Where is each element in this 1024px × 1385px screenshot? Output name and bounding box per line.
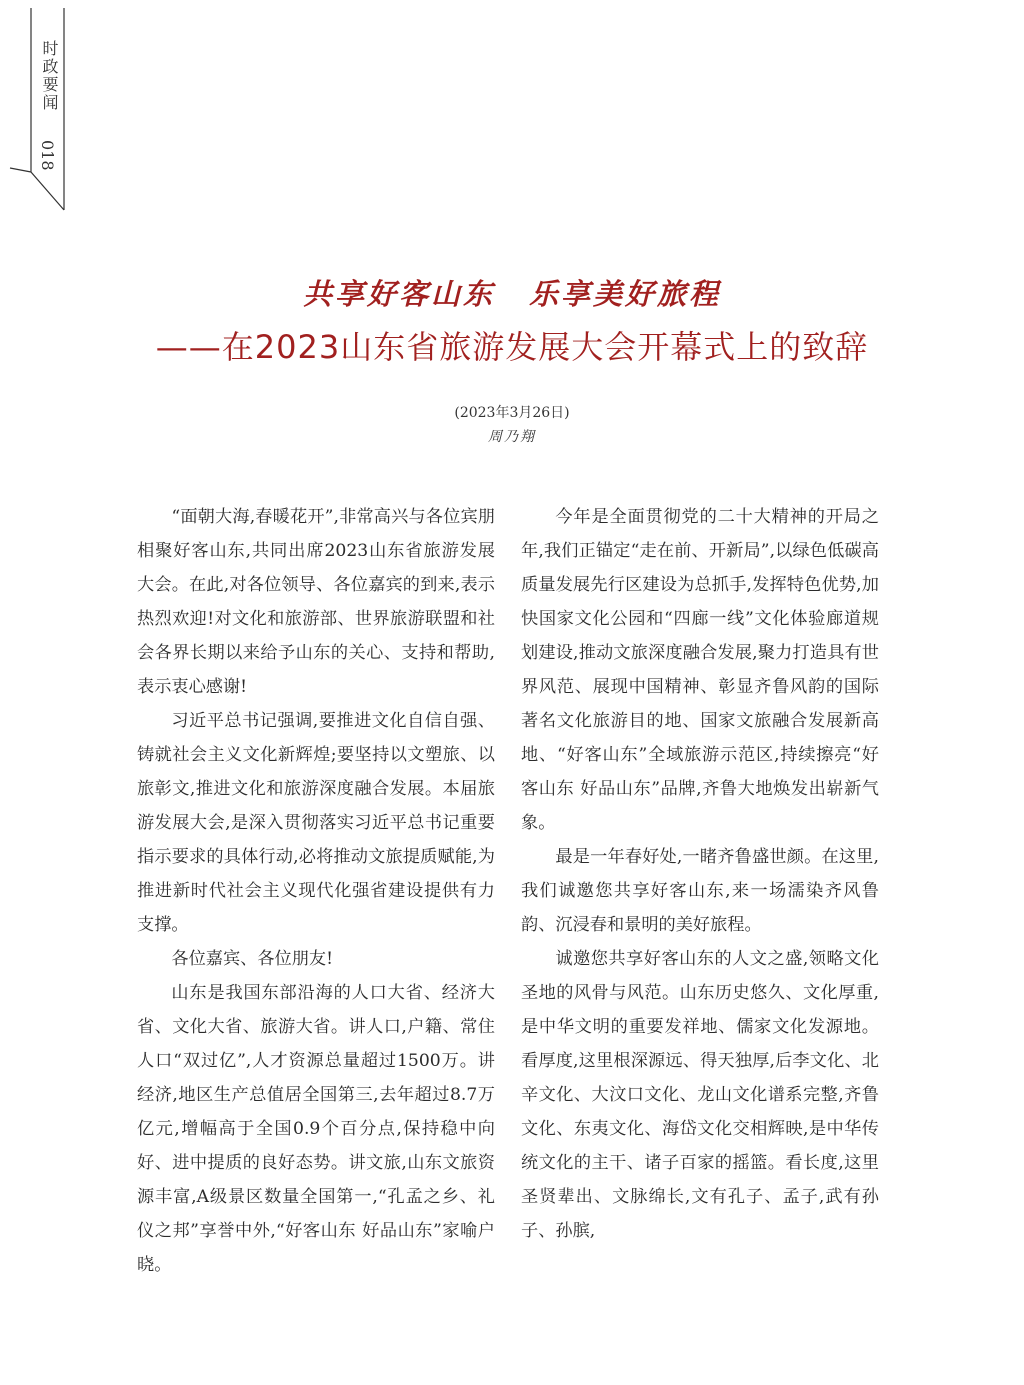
paragraph: 山东是我国东部沿海的人口大省、经济大省、文化大省、旅游大省。讲人口,户籍、常住人口“双过亿”,人才资源总量超过1500万。讲经济,地区生产总值居全国第三,去年超过8.7万亿元,增幅高于全国0.9个百分点,保持稳中向好、进中提质的良好态势。讲文旅,山东文旅资源丰富,A级景区数量全国第一,“孔孟之乡、礼仪之邦”享誉中外,“好客山东 好品山东”家喻户晓。	[137, 983, 495, 1275]
left-column	[137, 500, 495, 1282]
page-number: 018	[38, 140, 57, 171]
paragraph: 今年是全面贯彻党的二十大精神的开局之年,我们正锚定“走在前、开新局”,以绿色低碳高质量发展先行区建设为总抓手,发挥特色优势,加快国家文化公园和“四廊一线”文化体验廊道规划建设,推动文旅深度融合发展,聚力打造具有世界风范、展现中国精神、彰显齐鲁风韵的国际著名文化旅游目的地、国家文旅融合发展新高地、“好客山东”全域旅游示范区,持续擦亮“好客山东 好品山东”品牌,齐鲁大地焕发出崭新气象。	[521, 507, 879, 833]
title-part-2: 乐享美好旅程	[529, 277, 722, 311]
title-part-1: 共享好客山东	[302, 277, 495, 311]
section-label: 时政要闻	[40, 40, 59, 112]
article-subtitle: ——在2023山东省旅游发展大会开幕式上的致辞	[155, 328, 869, 366]
author: 周乃翔	[488, 429, 536, 445]
paragraph: “面朝大海,春暖花开”,非常高兴与各位宾朋相聚好客山东,共同出席2023山东省旅游发展大会。在此,对各位领导、各位嘉宾的到来,表示热烈欢迎!对文化和旅游部、世界旅游联盟和社会各界长期以来给予山东的关心、支持和帮助,表示衷心感谢!	[137, 507, 495, 697]
paragraph: 最是一年春好处,一睹齐鲁盛世颜。在这里,我们诚邀您共享好客山东,来一场濡染齐风鲁韵、沉浸春和景明的美好旅程。	[521, 847, 879, 935]
paragraph: 诚邀您共享好客山东的人文之盛,领略文化圣地的风骨与风范。山东历史悠久、文化厚重,是中华文明的重要发祥地、儒家文化发源地。看厚度,这里根深源远、得天独厚,后李文化、北辛文化、大汶口文化、龙山文化谱系完整,齐鲁文化、东夷文化、海岱文化交相辉映,是中华传统文化的主干、诸子百家的摇篮。看长度,这里圣贤辈出、文脉绵长,文有孔子、孟子,武有孙子、孙膑,	[521, 949, 879, 1241]
article-title	[0, 272, 1024, 313]
paragraph: 各位嘉宾、各位朋友!	[171, 949, 333, 969]
paragraph: 习近平总书记强调,要推进文化自信自强、铸就社会主义文化新辉煌;要坚持以文塑旅、以旅彰文,推进文化和旅游深度融合发展。本届旅游发展大会,是深入贯彻落实习近平总书记重要指示要求的具体行动,必将推动文旅提质赋能,为推进新时代社会主义现代化强省建设提供有力支撑。	[137, 711, 495, 935]
speech-date: (2023年3月26日)	[454, 405, 570, 421]
right-column	[521, 500, 879, 1248]
section-tab	[0, 0, 70, 215]
